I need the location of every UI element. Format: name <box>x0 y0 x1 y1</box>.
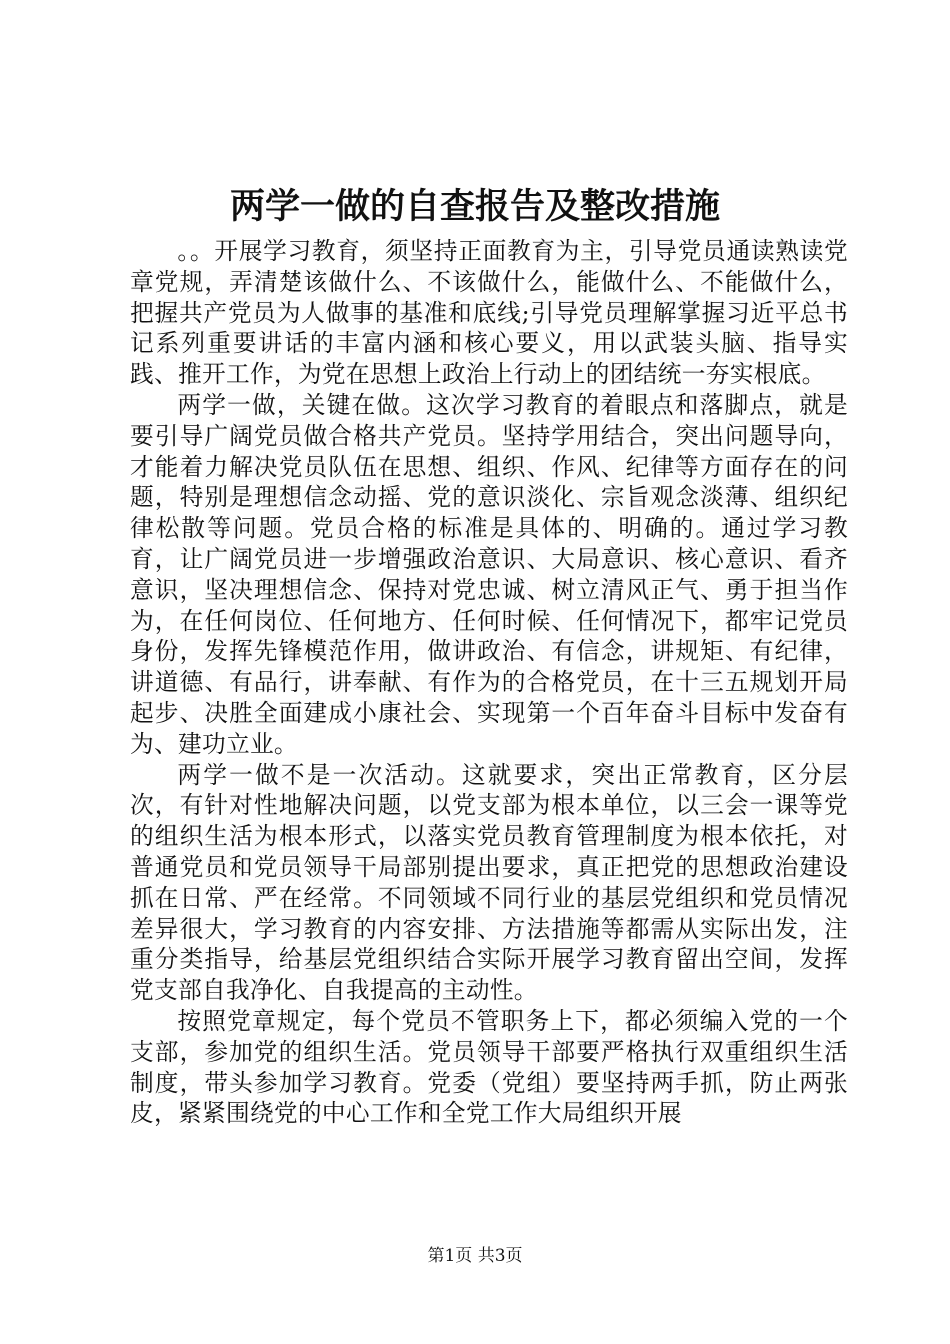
document-title: 两学一做的自查报告及整改措施 <box>229 186 720 227</box>
paragraph-4: 按照党章规定，每个党员不管职务上下，都必须编入党的一个支部，参加党的组织生活。党员领导干部要严格执行双重组织生活制度，带头参加学习教育。党委（党组）要坚持两手抓，防止两张皮，紧紧围绕党的中心工作和全党工作大局组织开展 <box>130 1006 848 1128</box>
paragraph-3: 两学一做不是一次活动。这就要求，突出正常教育，区分层次，有针对性地解决问题，以党支部为根本单位，以三会一课等党的组织生活为根本形式，以落实党员教育管理制度为根本依托，对普通党员和党员领导干局部别提出要求，真正把党的思想政治建设抓在日常、严在经常。不同领域不同行业的基层党组织和党员情况差异很大，学习教育的内容安排、方法措施等都需从实际出发，注重分类指导，给基层党组织结合实际开展学习教育留出空间，发挥党支部自我净化、自我提高的主动性。 <box>130 760 848 1005</box>
paragraph-2: 两学一做，关键在做。这次学习教育的着眼点和落脚点，就是要引导广阔党员做合格共产党员。坚持学用结合，突出问题导向，才能着力解决党员队伍在思想、组织、作风、纪律等方面存在的问题，特别是理想信念动摇、党的意识淡化、宗旨观念淡薄、组织纪律松散等问题。党员合格的标准是具体的、明确的。通过学习教育，让广阔党员进一步增强政治意识、大局意识、核心意识、看齐意识，坚决理想信念、保持对党忠诚、树立清风正气、勇于担当作为，在任何岗位、任何地方、任何时候、任何情况下，都牢记党员身份，发挥先锋模范作用，做讲政治、有信念，讲规矩、有纪律，讲道德、有品行，讲奉献、有作为的合格党员，在十三五规划开局起步、决胜全面建成小康社会、实现第一个百年奋斗目标中发奋有为、建功立业。 <box>130 390 848 758</box>
page-number-footer: 第1页 共3页 <box>427 1246 523 1266</box>
paragraph-1: 。。开展学习教育，须坚持正面教育为主，引导党员通读熟读党章党规，弄清楚该做什么、不该做什么，能做什么、不能做什么，把握共产党员为人做事的基准和底线;引导党员理解掌握习近平总书记系列重要讲话的丰富内涵和核心要义，用以武装头脑、指导实践、推开工作，为党在思想上政治上行动上的团结统一夯实根底。 <box>130 237 848 389</box>
document-body <box>130 236 848 1129</box>
